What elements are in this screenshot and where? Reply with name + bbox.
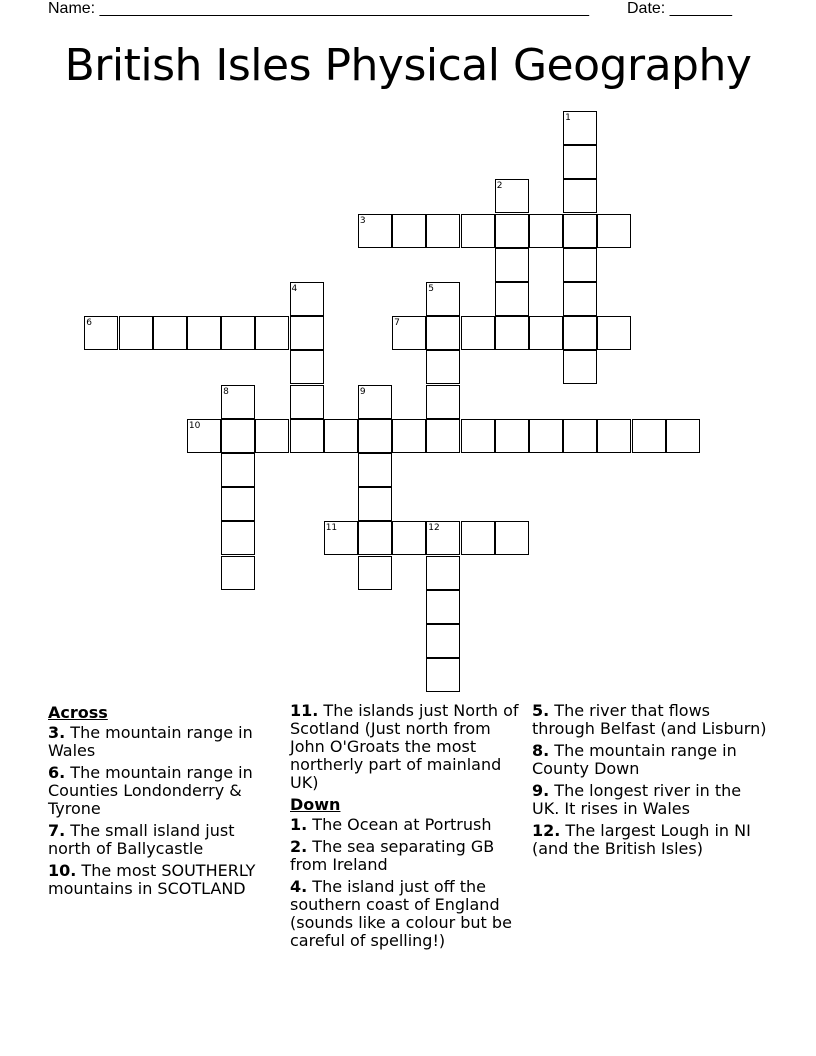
grid-cell[interactable] [255,316,289,350]
clue-number: 6. [48,763,66,782]
clue-number-label: 11 [325,523,338,534]
clue-number-label: 3 [359,215,366,226]
grid-cell[interactable] [529,316,563,350]
grid-cell[interactable] [358,453,392,487]
clue-number: 10. [48,861,77,880]
clue-item [290,816,526,834]
clue-number-label: 9 [359,386,366,397]
grid-cell[interactable] [495,248,529,282]
clue-number: 1. [290,815,308,834]
clue-number: 2. [290,837,308,856]
grid-cell[interactable] [324,419,358,453]
grid-cell[interactable] [255,419,289,453]
clue-number: 4. [290,877,308,896]
grid-cell[interactable] [392,214,426,248]
clue-text: The islands just North of Scotland (Just north from John O'Groats the most northerly part of mainland UK) [290,701,519,792]
grid-cell[interactable] [426,590,460,624]
grid-cell[interactable] [358,419,392,453]
clue-item [48,724,278,760]
grid-cell[interactable] [632,419,666,453]
grid-cell[interactable] [221,556,255,590]
clue-section-heading: Down [290,795,341,814]
clue-text: The most SOUTHERLY mountains in SCOTLAND [48,861,256,898]
grid-cell[interactable] [290,385,324,419]
grid-cell[interactable] [461,316,495,350]
grid-cell[interactable] [563,350,597,384]
name-field-line: Name: _______________________________________________________ [48,0,589,17]
clue-number: 8. [532,741,550,760]
grid-cell[interactable] [461,419,495,453]
grid-cell[interactable] [563,316,597,350]
grid-cell[interactable] [563,248,597,282]
clue-number-label: 10 [188,420,201,431]
clue-item [532,782,768,818]
clue-number-label: 8 [223,386,229,397]
grid-cell[interactable] [426,214,460,248]
clue-text: The sea separating GB from Ireland [290,837,495,874]
grid-cell[interactable] [426,624,460,658]
grid-cell[interactable] [426,316,460,350]
clue-item [290,838,526,874]
clue-number-label: 5 [428,284,435,294]
grid-cell[interactable] [597,419,631,453]
grid-cell[interactable] [563,145,597,179]
grid-cell[interactable] [426,658,460,692]
grid-cell[interactable] [221,453,255,487]
page-title: British Isles Physical Geography [64,40,752,91]
grid-cell[interactable] [666,419,700,453]
grid-cell[interactable] [358,487,392,521]
clue-number-label: 7 [394,318,400,329]
clue-text: The river that flows through Belfast (and Lisburn) [532,701,767,738]
clue-item [48,764,278,818]
grid-cell[interactable] [563,419,597,453]
grid-cell[interactable] [221,419,255,453]
clue-item [532,742,768,778]
clue-item [532,822,768,858]
grid-cell[interactable] [563,214,597,248]
grid-cell[interactable] [495,214,529,248]
grid-cell[interactable] [119,316,153,350]
clue-number-label: 1 [565,113,571,123]
grid-cell[interactable] [495,521,529,555]
clue-text: The island just off the southern coast of England (sounds like a colour but be careful of spelling!) [290,877,512,950]
grid-cell[interactable] [426,419,460,453]
grid-cell[interactable] [461,521,495,555]
clue-column-3 [532,702,768,862]
date-field-line: Date: _______ [627,0,732,17]
clue-text: The mountain range in Wales [48,723,253,760]
grid-cell[interactable] [187,316,221,350]
grid-cell[interactable] [358,521,392,555]
clue-item [48,862,278,898]
grid-cell[interactable] [529,419,563,453]
clue-text: The largest Lough in NI (and the British Isles) [532,821,751,858]
clue-section-heading: Across [48,703,108,722]
clue-number-label: 12 [428,523,440,534]
clue-text: The mountain range in Counties Londonderry & Tyrone [48,763,253,818]
grid-cell[interactable] [563,179,597,213]
grid-cell[interactable] [597,214,631,248]
clue-text: The longest river in the UK. It rises in Wales [532,781,742,818]
clue-item [290,702,526,792]
clue-column-1 [48,702,278,902]
clue-number-label: 2 [496,181,503,192]
grid-cell[interactable] [221,487,255,521]
clue-item [532,702,768,738]
grid-cell[interactable] [392,521,426,555]
grid-cell[interactable] [392,419,426,453]
clue-item [290,878,526,950]
grid-cell[interactable] [358,556,392,590]
clue-text: The mountain range in County Down [532,741,737,778]
grid-cell[interactable] [153,316,187,350]
grid-cell[interactable] [563,282,597,316]
grid-cell[interactable] [495,282,529,316]
clue-item [48,822,278,858]
clue-number: 11. [290,701,319,720]
grid-cell[interactable] [529,214,563,248]
grid-cell[interactable] [290,316,324,350]
clue-number-label: 4 [291,284,298,294]
clue-text: The small island just north of Ballycastle [48,821,235,858]
grid-cell[interactable] [426,350,460,384]
clue-column-2 [290,702,526,954]
grid-cell[interactable] [495,419,529,453]
grid-cell[interactable] [597,316,631,350]
clue-number: 12. [532,821,561,840]
clue-number: 5. [532,701,550,720]
grid-cell[interactable] [426,385,460,419]
grid-cell[interactable] [426,556,460,590]
grid-cell[interactable] [461,214,495,248]
grid-cell[interactable] [221,316,255,350]
grid-cell[interactable] [290,419,324,453]
clue-number: 9. [532,781,550,800]
clue-number: 7. [48,821,66,840]
clue-number-label: 6 [86,318,93,329]
grid-cell[interactable] [221,521,255,555]
clue-number: 3. [48,723,66,742]
clue-text: The Ocean at Portrush [307,815,492,834]
grid-cell[interactable] [290,350,324,384]
grid-cell[interactable] [495,316,529,350]
